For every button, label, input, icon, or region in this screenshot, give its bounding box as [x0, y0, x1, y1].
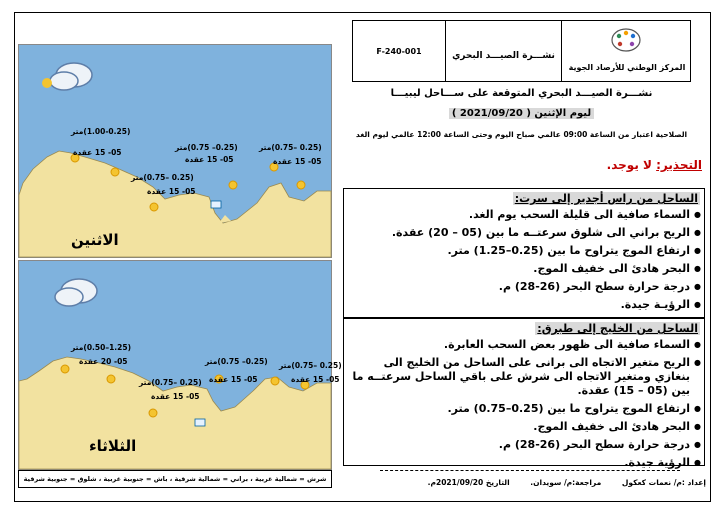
header-code-cell	[353, 21, 445, 81]
center-logo-icon	[610, 27, 642, 53]
map1-mid-wind: 05- 15 عقدة	[185, 155, 234, 164]
issue-date: التاريخ 2021/09/20م.	[427, 478, 510, 487]
date-line: ليوم الإثنين ( 2021/09/20 )	[352, 108, 691, 119]
map1-day-name: الاثنين	[71, 231, 119, 249]
document-code: F-240-001	[376, 47, 422, 56]
wind-direction-legend: شرش = شمالية غربية ، براني = شمالية شرقية ، باش = جنوبية غربية ، شلوق = جنوبية شرقية	[18, 470, 332, 488]
header-org-cell	[561, 21, 692, 81]
warning-label: التحذير:	[656, 158, 702, 172]
map2-west-wind: 05- 20 عقدة	[79, 357, 128, 366]
warning-line	[607, 158, 702, 172]
map1-west-wave: (1.00-0.25)متر	[71, 127, 131, 136]
map2-west-wave: (1.25–0.50)متر	[71, 343, 132, 352]
map1-east-wave: (0.25 –0.75)متر	[259, 143, 322, 152]
list-item: ● البحر هادئ الى خفيف الموج.	[348, 420, 690, 434]
prepared-by: إعداد :م/ نعمات كعكول	[621, 478, 706, 487]
list-item: ● درجة حرارة سطح البحر (26-28) م.	[348, 280, 690, 294]
list-item: ● السماء صافية الى ظهور بعض السحب العابرة.	[348, 338, 690, 352]
map1-mid-wave: (0.25– 0.75)متر	[175, 143, 238, 152]
section2-list	[348, 338, 700, 470]
forecast-map-monday	[18, 44, 332, 258]
map1-west-wind: 05- 15 عقدة	[73, 148, 122, 157]
header-publication-cell	[445, 21, 561, 81]
list-item: ● الريح براني الى شلوق سرعتــه ما بين (05 – 20) عقدة.	[348, 226, 690, 240]
map2-mid-wind: 05- 15 عقدة	[209, 375, 258, 384]
list-item: ● ارتفاع الموج يتراوح ما بين (0.25–1.25) متر.	[348, 244, 690, 258]
map2-mid-wave: (0.25– 0.75)متر	[205, 357, 268, 366]
list-item: ● البحر هادئ الى خفيف الموج.	[348, 262, 690, 276]
list-item: ● ارتفاع الموج يتراوح ما بين (0.25–0.75) متر.	[348, 402, 690, 416]
list-item: ● درجة حرارة سطح البحر (26-28) م.	[348, 438, 690, 452]
publication-name: نشـــرة الصيـــد البحري	[452, 51, 555, 61]
reviewed-by: مراجعة:م/ سويدان.	[530, 478, 602, 487]
footer-divider	[380, 470, 680, 471]
section1-list	[348, 208, 700, 312]
section2-heading: الساحل من الخليج إلى طبرق:	[537, 322, 698, 335]
list-item: ● السماء صافية الى قليلة السحب يوم الغد.	[348, 208, 690, 222]
section-ras-ajdir-sirte	[343, 188, 705, 318]
map2-gulf-wind: 05- 15 عقدة	[151, 392, 200, 401]
map2-gulf-wave: (0.25 –0.75)متر	[139, 378, 202, 387]
footer-credits	[410, 478, 706, 487]
organization-name: المركز الوطني للأرصاد الجوية	[568, 63, 686, 72]
map2-day-name: الثلاثاء	[89, 437, 137, 455]
map2-east-wave: (0.25 –0.75)متر	[279, 361, 342, 370]
section1-heading: الساحل من راس أجدير إلى سرت:	[514, 192, 698, 205]
list-item: ● الرؤيـة جيدة.	[348, 298, 690, 312]
warning-value: لا يوجد.	[606, 158, 652, 172]
validity-line: الصلاحية اعتبار من الساعة 09:00 عالمي صباح اليوم وحتى الساعة 12:00 عالمي ليوم الغد	[355, 130, 688, 139]
list-item: ● الرؤية جيدة.	[348, 456, 690, 470]
forecast-map-tuesday	[18, 260, 342, 470]
map1-gulf-wind: 05- 15 عقدة	[147, 187, 196, 196]
map2-east-wind: 05- 15 عقدة	[291, 375, 340, 384]
list-item: ● الريح متغير الاتجاه الى برانى على الساحل من الخليج الى بنغازي ومتغير الاتجاه الى شرش على باقي الساحل سرعتــه ما بين (05 – 15) عقدة.	[348, 356, 690, 398]
bulletin-title: نشـــرة الصيـــد البحري المتوقعة على ســـاحل ليبيـــا	[390, 88, 653, 99]
map1-gulf-wave: (0.25 –0.75)متر	[131, 173, 194, 182]
document-header	[352, 20, 691, 82]
map1-east-wind: 05- 15 عقدة	[273, 157, 322, 166]
section-gulf-tobruk	[343, 318, 705, 469]
